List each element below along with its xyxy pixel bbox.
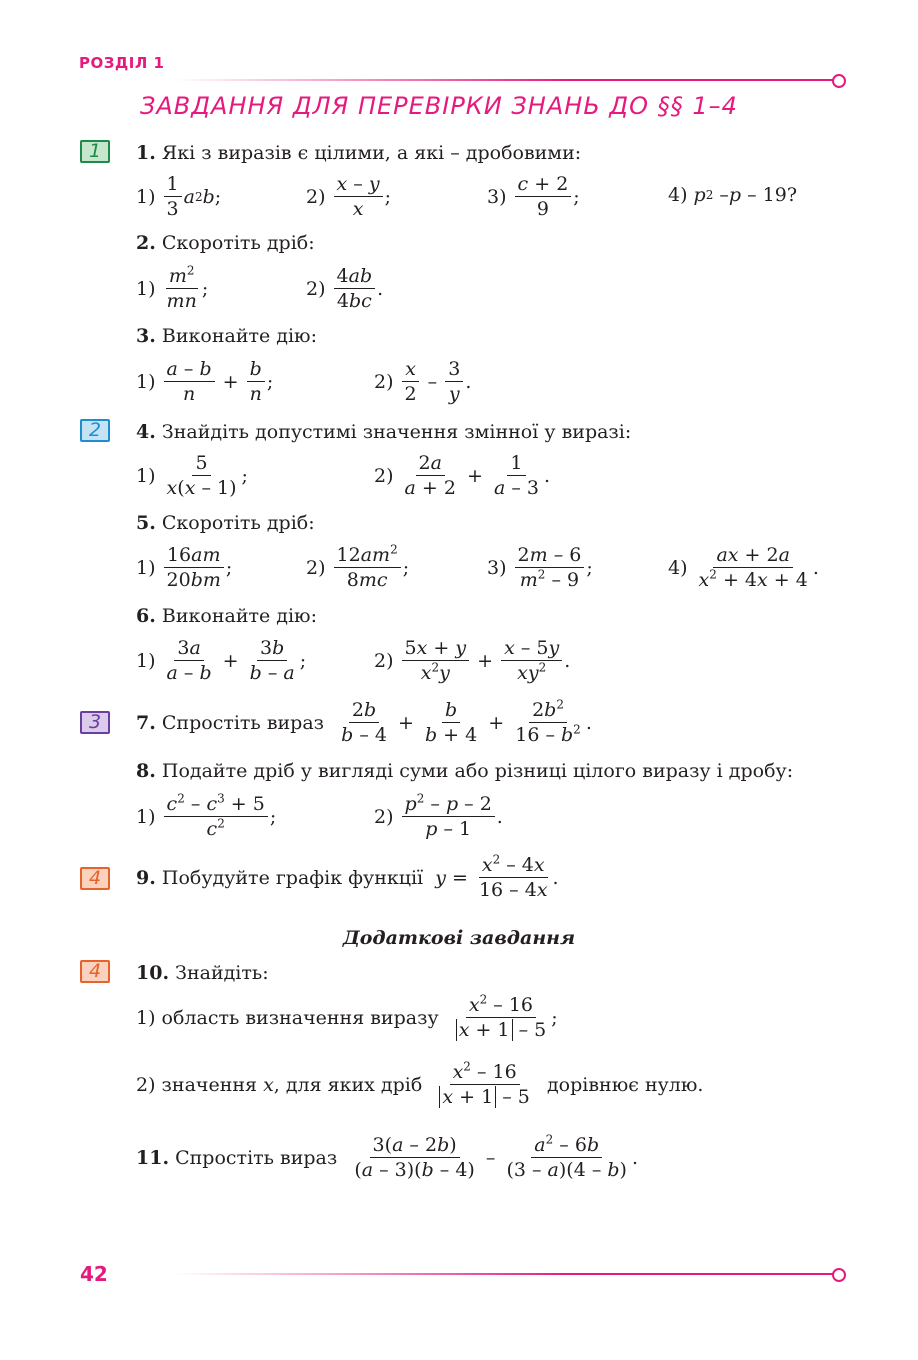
task-number: 2.	[136, 232, 156, 254]
task-3	[136, 325, 317, 347]
task-number: 7.	[136, 711, 156, 734]
header-rule-dot	[832, 74, 846, 88]
footer-rule-dot	[832, 1268, 846, 1282]
level-badge-4: 4	[80, 867, 110, 890]
task-3-item-2: 2) $\frac{x}{2}$ – $\frac{3}{y}$ .	[374, 358, 472, 405]
task-6-item-2: 2) $\frac{5x + y}{x^2y}$ + $\frac{x - 5y}{xy^2}$ .	[374, 637, 571, 684]
level-badge-2: 2	[80, 419, 110, 442]
task-10-part-2-text-a: 2) значення	[136, 1073, 258, 1096]
task-3-item-1: 1) $\frac{a - b}{n}$ + $\frac{b}{n}$ ;	[136, 358, 274, 405]
task-10-part-2-text-c: дорівнює нулю.	[546, 1073, 704, 1096]
task-10-part-1: 1) область визначення виразу $\frac{x^2 - 16}{x + 1 - 5}$ ;	[136, 992, 558, 1041]
task-text: Скоротіть дріб:	[161, 232, 315, 254]
task-text: Які з виразів є цілими, а які – дробовими:	[161, 142, 582, 164]
task-text: Спростіть вираз	[161, 711, 325, 734]
task-number: 8.	[136, 760, 156, 782]
task-number: 11.	[136, 1146, 170, 1169]
task-10-part-1-text: 1) область визначення виразу	[136, 1006, 439, 1029]
task-8-item-2: 2) $\frac{p^2 - p - 2}{p - 1}$ .	[374, 791, 503, 840]
task-11: 11. Спростіть вираз $\frac{3(a - 2b)}{(a - 3)(b - 4)}$ – $\frac{a^2 - 6b}{(3 - a)(4 - b)}$ .	[136, 1132, 639, 1181]
footer-rule	[175, 1273, 835, 1275]
task-1-item-3: 3) $\frac{c + 2}{9}$ ;	[487, 173, 580, 220]
task-5-item-2: 2) $\frac{12am^2}{8mc}$ ;	[306, 542, 410, 591]
task-text: Знайдіть:	[175, 962, 269, 984]
task-6-item-1: 1) $\frac{3a}{a - b}$ + $\frac{3b}{b - a}$ ;	[136, 637, 307, 684]
additional-tasks-heading: Додаткові завдання	[342, 927, 576, 949]
task-1-item-1: 1) $\frac{1}{3}$ a 2 b ;	[136, 173, 222, 220]
task-8	[136, 760, 793, 782]
task-2	[136, 232, 315, 254]
page-title: ЗАВДАННЯ ДЛЯ ПЕРЕВІРКИ ЗНАНЬ ДО §§ 1–4	[140, 92, 738, 120]
task-5-item-3: 3) $\frac{2m - 6}{m^2 - 9}$ ;	[487, 544, 593, 591]
task-text: Спростіть вираз	[175, 1146, 338, 1169]
task-text: Виконайте дію:	[161, 605, 317, 627]
task-number: 5.	[136, 512, 156, 534]
section-label: РОЗДІЛ 1	[79, 54, 165, 72]
task-10-part-2: 2) значення x , для яких дріб $\frac{x^2 - 16}{x + 1 - 5}$ дорівнює нулю.	[136, 1059, 704, 1108]
task-2-item-1: 1) $\frac{m^2}{mn}$ ;	[136, 263, 209, 312]
task-4-item-2: 2) $\frac{2a}{a + 2}$ + $\frac{1}{a - 3}$ .	[374, 452, 551, 499]
level-badge-1: 1	[80, 140, 110, 163]
task-5-item-1: 1) $\frac{16am}{20bm}$ ;	[136, 544, 233, 591]
task-2-item-2: 2) $\frac{4ab}{4bc}$ .	[306, 265, 384, 312]
task-text: Виконайте дію:	[161, 325, 317, 347]
task-4	[136, 421, 631, 443]
task-8-item-1: 1) $\frac{c^2 - c^3 + 5}{c^2}$ ;	[136, 791, 277, 840]
level-badge-3: 3	[80, 711, 110, 734]
task-10-part-2-text-b: , для яких дріб	[273, 1073, 423, 1096]
task-7: 7. Спростіть вираз $\frac{2b}{b - 4}$ + $\frac{b}{b + 4}$ + $\frac{2b^2}{16 - b^2}$ .	[136, 697, 592, 746]
task-4-item-1: 1) $\frac{5}{x(x - 1)}$ ;	[136, 452, 248, 499]
page-number: 42	[80, 1262, 108, 1286]
task-5	[136, 512, 315, 534]
task-5-item-4: 4) $\frac{ax + 2a}{x^2 + 4x + 4}$ .	[668, 544, 819, 591]
task-number: 4.	[136, 421, 156, 443]
task-1-item-4: 4) p 2 – p – 19?	[668, 184, 798, 206]
task-number: 10.	[136, 962, 170, 984]
task-number: 6.	[136, 605, 156, 627]
task-6	[136, 605, 317, 627]
task-text: Знайдіть допустимі значення змінної у виразі:	[161, 421, 632, 443]
task-text: Скоротіть дріб:	[161, 512, 315, 534]
task-number: 9.	[136, 866, 156, 889]
task-10	[136, 962, 269, 984]
header-rule	[175, 79, 835, 81]
task-1	[136, 142, 581, 164]
task-1-item-2: 2) $\frac{x - y}{x}$ ;	[306, 173, 391, 220]
level-badge-4-extra: 4	[80, 960, 110, 983]
task-number: 1.	[136, 142, 156, 164]
task-number: 3.	[136, 325, 156, 347]
task-text: Подайте дріб у вигляді суми або різниці цілого виразу і дробу:	[161, 760, 794, 782]
task-text: Побудуйте графік функції	[161, 866, 424, 889]
task-9: 9. Побудуйте графік функції y = $\frac{x^2 - 4x}{16 - 4x}$ .	[136, 852, 559, 901]
